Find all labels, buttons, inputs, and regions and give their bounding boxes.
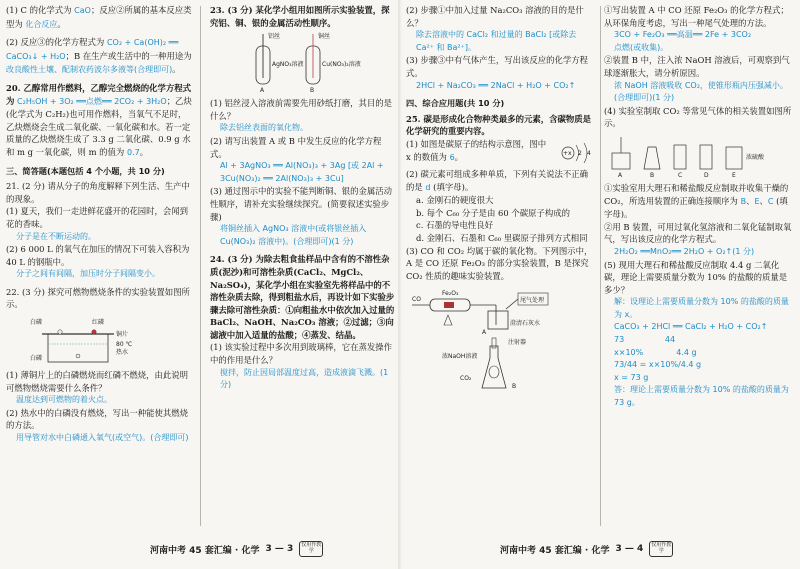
figure-label: 热水 xyxy=(116,349,129,357)
combustion-apparatus-figure xyxy=(28,314,148,366)
figure-label: 铜片 xyxy=(116,331,129,339)
figure-label: B xyxy=(650,171,655,179)
carbon-atom-diagram xyxy=(556,138,596,168)
figure-label: C xyxy=(678,171,683,179)
solution-line: 73 44 xyxy=(614,335,676,345)
section-heading: 三、简答题(本题包括 4 个小题，共 10 分) xyxy=(6,165,165,176)
figure-label: 白磷 xyxy=(30,319,43,327)
solution-line: x = 73 g xyxy=(614,372,649,382)
co-reduction-apparatus-figure xyxy=(410,285,560,335)
answer: 改良酸性土壤、配制农药波尔多液等(合理即可) xyxy=(6,65,173,75)
figure-label: 注射器 xyxy=(508,339,527,347)
footer-title: 河南中考 45 套汇编 · 化学 xyxy=(150,545,260,556)
answer: d xyxy=(425,182,431,192)
answer: B xyxy=(740,196,747,206)
figure-label: 铝丝 xyxy=(268,33,281,41)
solution-line: 解：设理论上需要质量分数为 10% 的盐酸的质量为 x。 xyxy=(614,297,789,319)
figure-label: 澄清石灰水 xyxy=(510,320,541,328)
co2-balloon-experiment-figure xyxy=(436,338,556,392)
question-22: 22. (3 分) 探究可燃物燃烧条件的实验装置如图所示。 白磷 红磷 铜片 80 ℃ 热水 白磷 (1) 薄铜片上的白磷燃烧而红磷不燃烧，由此说明可燃物燃烧需要什么条件？ 温度达到可燃物的着火点。 (2) 热水中的白磷没有燃烧，写出一种能使其燃烧的方法。 用导管对水中白磷通入氧气(或空气)。(合理即可) xyxy=(6,286,192,445)
figure-label: 尾气处理 xyxy=(520,297,545,305)
figure-label: CO₂ xyxy=(460,375,472,383)
answer: 化合反应 xyxy=(25,19,58,29)
column-1 xyxy=(6,4,192,450)
question-20: 20. 乙醇常用作燃料，乙醇完全燃烧的化学方程式为 C₂H₅OH + 3O₂ ══点燃══ 2CO₂ + 3H₂O；乙炔(化学式为 C₂H₂)也可用作燃料，当氧气不足时，乙炔燃烧会生成二氧化碳、一氧化碳和水。若一定质量的乙炔燃烧生成了 3.3 g 二氧化碳、0.9 g 水和 m g 一氧化碳，则 m 的值为 0.7。 xyxy=(6,82,192,157)
column-3 xyxy=(406,4,596,397)
answer: 点燃(或收集)。 xyxy=(614,42,669,52)
option: d. 金刚石、石墨和 C₆₀ 里碳原子排列方式相同 xyxy=(416,232,588,243)
figure-label: Fe₂O₃ xyxy=(442,290,459,298)
answer: C xyxy=(767,196,774,206)
page-number: 3 — 4 xyxy=(615,544,644,554)
column-4 xyxy=(604,4,794,415)
question-21: 21. (2 分) 请从分子的角度解释下列生活、生产中的现象。 (1) 夏天，我们一走进鲜花盛开的花园时，会闻到花的香味。 分子是在不断运动的。 (2) 6 000 L 的氧气在加压的情况下可装入容积为 40 L 的钢瓶中。 分子之间有间隔，加压时分子间隔变小。 xyxy=(6,180,192,281)
answer: 温度达到可燃物的着火点。 xyxy=(16,395,112,405)
section-heading: 四、综合应用题(共 10 分) xyxy=(406,98,505,109)
figure-label: A xyxy=(482,329,487,337)
answer: 2H₂O₂ ══MnO₂══ 2H₂O + O₂↑(1 分) xyxy=(614,246,755,256)
question-23: 23. (3 分) 某化学小组用如图所示实验装置，探究铝、铜、银的金属活动性顺序。 铝丝 铜丝 AgNO₃溶液 Cu(NO₃)₂溶液 A B (1) 铝丝浸入溶液前需要先用砂纸打磨，其目的是什么？ 除去铝丝表面的氧化物。 (2) 请写出装置 A 或 B 中发生反应的化学方程式。 Al + 3AgNO₃ ══ Al(NO₃)₃ + 3Ag [或 2Al + 3Cu(NO₃)₂ ══ 2Al(NO₃)₃ + 3Cu] (3) 通过图示中的实验不能判断铜、银的金属活动性顺序，请补充实验继续探究。(简要叙述实验步骤) 将铜丝插入 AgNO₃ 溶液中(或将银丝插入 Cu(NO₃)₂ 溶液中)。(合理即可)(1 分) xyxy=(210,4,396,248)
figure-label: AgNO₃溶液 xyxy=(272,61,304,69)
figure-label: E xyxy=(732,171,736,179)
answer: 分子是在不断运动的。 xyxy=(16,231,96,241)
question-25-continued: ①写出装置 A 中 CO 还原 Fe₂O₃ 的化学方程式；从环保角度考虑，写出一种尾气处理的方法。 3CO + Fe₂O₃ ══高温══ 2Fe + 3CO₂ 点燃(或收集)。 ②装置 B 中，注入浓 NaOH 溶液后，可观察到气球逐渐胀大，请分析原因。 浓 NaOH 溶液吸收 CO₂，使锥形瓶内压强减小。(合理即可)(1 分) (4) 实验室制取 CO₂ 等常见气体的相关装置如图所示。 A B C D E 浓硫酸 ①实验室用大理石和稀盐酸反应制取并收集干燥的 CO₂，所选用装置的正确连接顺序为 B、E、C (填字母)。 ②用 B 装置，可用过氧化氢溶液和二氧化锰制取氧气，写出该反应的化学方程式。 2H₂O₂ ══MnO₂══ 2H₂O + O₂↑(1 分) (5) 现用大理石和稀盐酸反应制取 4.4 g 二氧化碳，理论上需要质量分数为 10% 的盐酸的质量是多少？ 解：设理论上需要质量分数为 10% 的盐酸的质量为 x。 CaCO₃ + 2HCl ══ CaCl₂ + H₂O + CO₂↑ 73 44 x×10% 4.4 g 73/44 = x×10%/4.4 g x = 73 g 答：理论上需要质量分数为 10% 的盐酸的质量为 73 g。 xyxy=(604,4,794,410)
footer-badge: 仅用作教学 xyxy=(299,541,323,557)
answer: 除去铝丝表面的氧化物。 xyxy=(220,123,308,133)
svg-text:+x: +x xyxy=(563,149,572,157)
footer-title: 河南中考 45 套汇编 · 化学 xyxy=(500,545,610,556)
question-19-part-2: (2) 反应③的化学方程式为 CO₂ + Ca(OH)₂ ══ CaCO₃↓ + H₂O；B 在生产或生活中的一种用途为 改良酸性土壤、配制农药波尔多液等(合理即可)。 xyxy=(6,37,192,75)
figure-label: 铜丝 xyxy=(318,33,331,41)
gas-apparatus-figure xyxy=(608,133,778,179)
question-24-continued: (2) 步骤①中加入过量 Na₂CO₃ 溶液的目的是什么？ 除去溶液中的 CaCl₂ 和过量的 BaCl₂ [或除去 Ca²⁺ 和 Ba²⁺]。 (3) 步骤③中有气体产生，写出该反应的化学方程式。 2HCl + Na₂CO₃ ══ 2NaCl + H₂O + CO₂↑ xyxy=(406,4,596,92)
answer: CaO xyxy=(74,6,91,15)
figure-label: B xyxy=(310,87,315,95)
answer: 除去溶液中的 CaCl₂ 和过量的 BaCl₂ [或除去 Ca²⁺ 和 Ba²⁺]。 xyxy=(416,30,577,52)
question-25: 25. 碳是形成化合物种类最多的元素，含碳物质是化学研究的重要内容。 (1) 如图是碳原子的结构示意图，图中 x 的数值为 6。 +x 2 4 (2) 碳元素可组成多种单质，下列有关说法不正确的是 d (填字母)。 a. 金刚石的硬度很大 b. 每个 C₆₀ 分子是由 60 个碳原子构成的 c. 石墨的导电性良好 d. 金刚石、石墨和 C₆₀ 里碳原子排列方式相同 (3) CO 和 CO₂ 均属于碳的氧化物。下列图示中，A 是 CO 还原 Fe₂O₃ 的部分实验装置，B 是探究 CO₂ 性质的趣味实验装置。 CO Fe₂O₃ 澄清石灰水 尾气处理 A 注射器 浓NaOH溶液 CO₂ B xyxy=(406,113,596,393)
figure-label: B xyxy=(512,383,517,391)
figure-label: D xyxy=(704,171,709,179)
footer-right xyxy=(500,540,673,558)
figure-label: 80 ℃ xyxy=(116,341,133,349)
figure-label: 浓NaOH溶液 xyxy=(442,353,478,361)
answer: 搅拌，防止因局部温度过高，造成液滴飞溅。(1 分) xyxy=(220,367,389,390)
figure-label: CO xyxy=(412,296,421,304)
question-19-part-1: (1) C 的化学式为 CaO；反应②所属的基本反应类型为 化合反应。 xyxy=(6,5,192,29)
page-gutter xyxy=(398,0,402,569)
option: b. 每个 C₆₀ 分子是由 60 个碳原子构成的 xyxy=(416,207,570,218)
solution-line: x×10% 4.4 g xyxy=(614,347,697,357)
question-24: 24. (3 分) 为除去粗食盐样品中含有的不溶性杂质(泥沙)和可溶性杂质(CaCl₂、MgCl₂、Na₂SO₄)，某化学小组在实验室先将样品中的不溶性杂质去除，得到粗盐水后，再设计如下实验步骤去除可溶性杂质：①向粗盐水中依次加入过量的 BaCl₂、NaOH、Na₂CO₃ 溶液；②过滤；③向滤液中加入适量的盐酸；④蒸发、结晶。 (1) 该实验过程中多次用到玻璃棒，它在蒸发操作中的作用是什么？ 搅拌，防止因局部温度过高，造成液滴飞溅。(1 分) xyxy=(210,253,396,392)
answer: 分子之间有间隔，加压时分子间隔变小。 xyxy=(16,269,160,279)
answer: E xyxy=(754,196,760,206)
column-divider xyxy=(600,6,601,526)
metal-activity-figure xyxy=(232,32,361,95)
footer-left xyxy=(150,540,323,558)
figure-label: 红磷 xyxy=(92,319,105,327)
solution-line: CaCO₃ + 2HCl ══ CaCl₂ + H₂O + CO₂↑ xyxy=(614,322,768,332)
answer: 6 xyxy=(449,152,455,162)
answer: 浓 NaOH 溶液吸收 CO₂，使锥形瓶内压强减小。(合理即可)(1 分) xyxy=(614,80,788,103)
answer: 2HCl + Na₂CO₃ ══ 2NaCl + H₂O + CO₂↑ xyxy=(416,80,576,90)
footer-badge: 仅用作教学 xyxy=(649,541,673,557)
option: c. 石墨的导电性良好 xyxy=(416,220,494,231)
option: a. 金刚石的硬度很大 xyxy=(416,195,494,206)
figure-label: A xyxy=(260,87,265,95)
figure-label: Cu(NO₃)₂溶液 xyxy=(322,61,361,69)
solution-line: 答：理论上需要质量分数为 10% 的盐酸的质量为 73 g。 xyxy=(614,385,789,408)
answer: CO₂ + Ca(OH)₂ ══ CaCO₃↓ + H₂O xyxy=(6,38,179,61)
column-divider xyxy=(200,6,201,526)
answer: 0.7 xyxy=(126,147,140,157)
solution-line: 73/44 = x×10%/4.4 g xyxy=(614,360,702,370)
figure-label: A xyxy=(618,171,623,179)
svg-text:2: 2 xyxy=(578,149,582,157)
answer: 将铜丝插入 AgNO₃ 溶液中(或将银丝插入 Cu(NO₃)₂ 溶液中)。(合理即可)(1 分) xyxy=(220,224,367,246)
figure-label: 浓硫酸 xyxy=(746,153,765,161)
answer: Al + 3AgNO₃ ══ Al(NO₃)₃ + 3Ag [或 2Al + 3Cu(NO₃)₂ ══ 2Al(NO₃)₃ + 3Cu] xyxy=(220,161,384,183)
page-number: 3 — 3 xyxy=(265,544,294,554)
column-2 xyxy=(210,4,396,397)
figure-label: 白磷 xyxy=(30,355,43,363)
answer: 3CO + Fe₂O₃ ══高温══ 2Fe + 3CO₂ xyxy=(614,30,752,40)
svg-text:4: 4 xyxy=(587,149,591,157)
answer: 用导管对水中白磷通入氧气(或空气)。(合理即可) xyxy=(16,433,189,443)
answer: C₂H₅OH + 3O₂ ══点燃══ 2CO₂ + 3H₂O xyxy=(17,96,167,106)
